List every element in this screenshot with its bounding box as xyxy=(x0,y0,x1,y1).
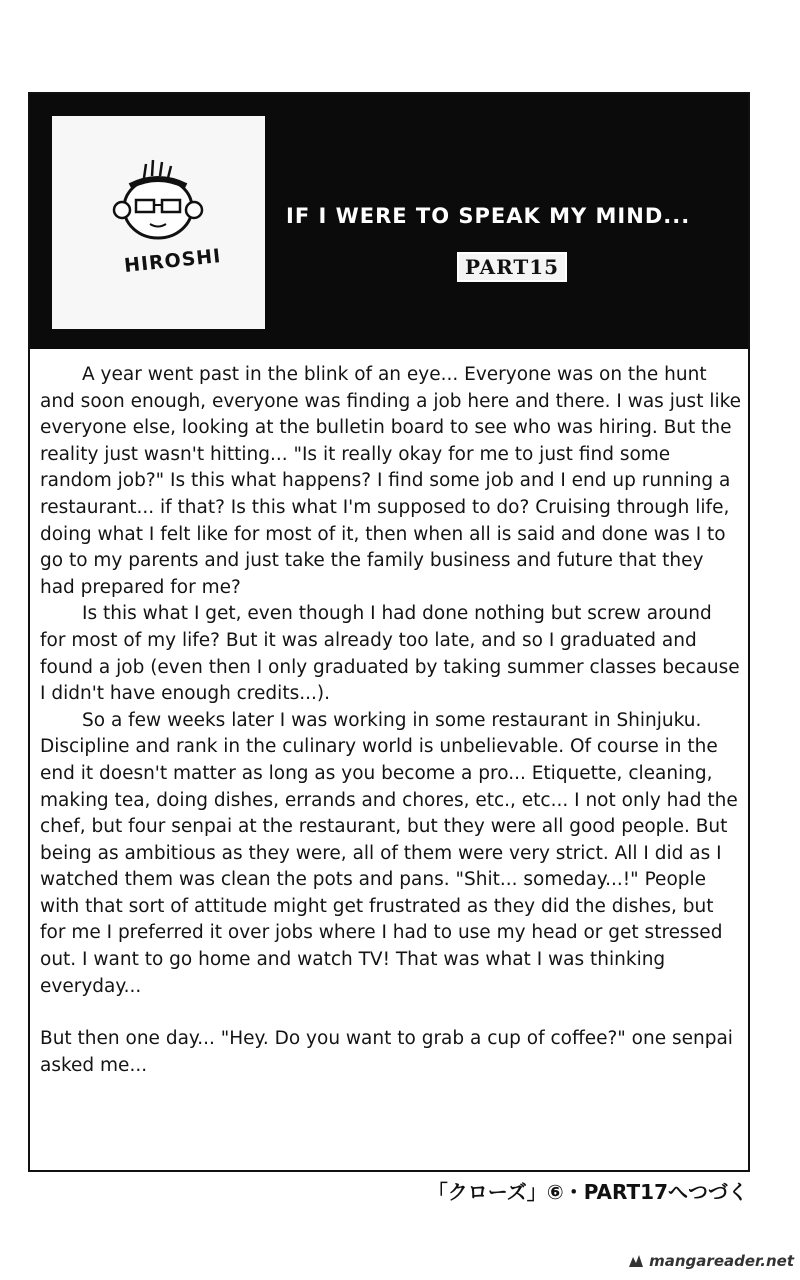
column-frame xyxy=(28,92,750,1172)
column-body xyxy=(40,362,742,1079)
paragraph: A year went past in the blink of an eye... Everyone was on the hunt and soon enough, everyone was finding a job here and there. I was just like everyone else, looking at the bulletin board to see who was hiring. But the reality just wasn't hitting... "Is it really okay for me to just find some random job?" Is this what happens? I find some job and I end up running a restaurant... if that? Is this what I'm supposed to do? Cruising through life, doing what I felt like for most of it, then when all is said and done was I to go to my parents and just take the family business and future that they had prepared for me? xyxy=(40,364,742,598)
paragraph: So a few weeks later I was working in some restaurant in Shinjuku. Discipline and rank in the culinary world is unbelievable. Of course in the end it doesn't matter as long as you become a pro... Etiquette, cleaning, making tea, doing dishes, errands and chores, etc., etc... I not only had the chef, but four senpai at the restaurant, but they were all good people. But being as ambitious as they were, all of them were very strict. All I did as I watched them was clean the pots and pans. "Shit... someday...!" People with that sort of attitude might get frustrated as they did the dishes, but for me I preferred it over jobs where I had to use my head or get stressed out. I want to go home and watch TV! That was what I was thinking everyday... xyxy=(40,709,738,997)
site-watermark xyxy=(627,1252,794,1270)
closing-paragraph: But then one day... "Hey. Do you want to grab a cup of coffee?" one senpai asked me... xyxy=(40,1028,733,1076)
author-caricature-icon xyxy=(52,116,265,329)
continued-note: 「クローズ」⑥・PART17へつづく xyxy=(427,1180,748,1204)
watermark-text: mangareader.net xyxy=(649,1252,794,1270)
part-badge: PART15 xyxy=(457,252,567,282)
column-header xyxy=(30,94,748,349)
paragraph: Is this what I get, even though I had done nothing but screw around for most of my life? But it was already too late, and so I graduated and found a job (even then I only graduated by taking summer classes because I didn't have enough credits...). xyxy=(40,603,740,705)
column-title: IF I WERE TO SPEAK MY MIND... xyxy=(286,204,691,228)
watermark-logo-icon xyxy=(627,1253,645,1269)
caricature-signature: HIROSHI xyxy=(123,244,223,278)
author-portrait xyxy=(52,116,265,329)
